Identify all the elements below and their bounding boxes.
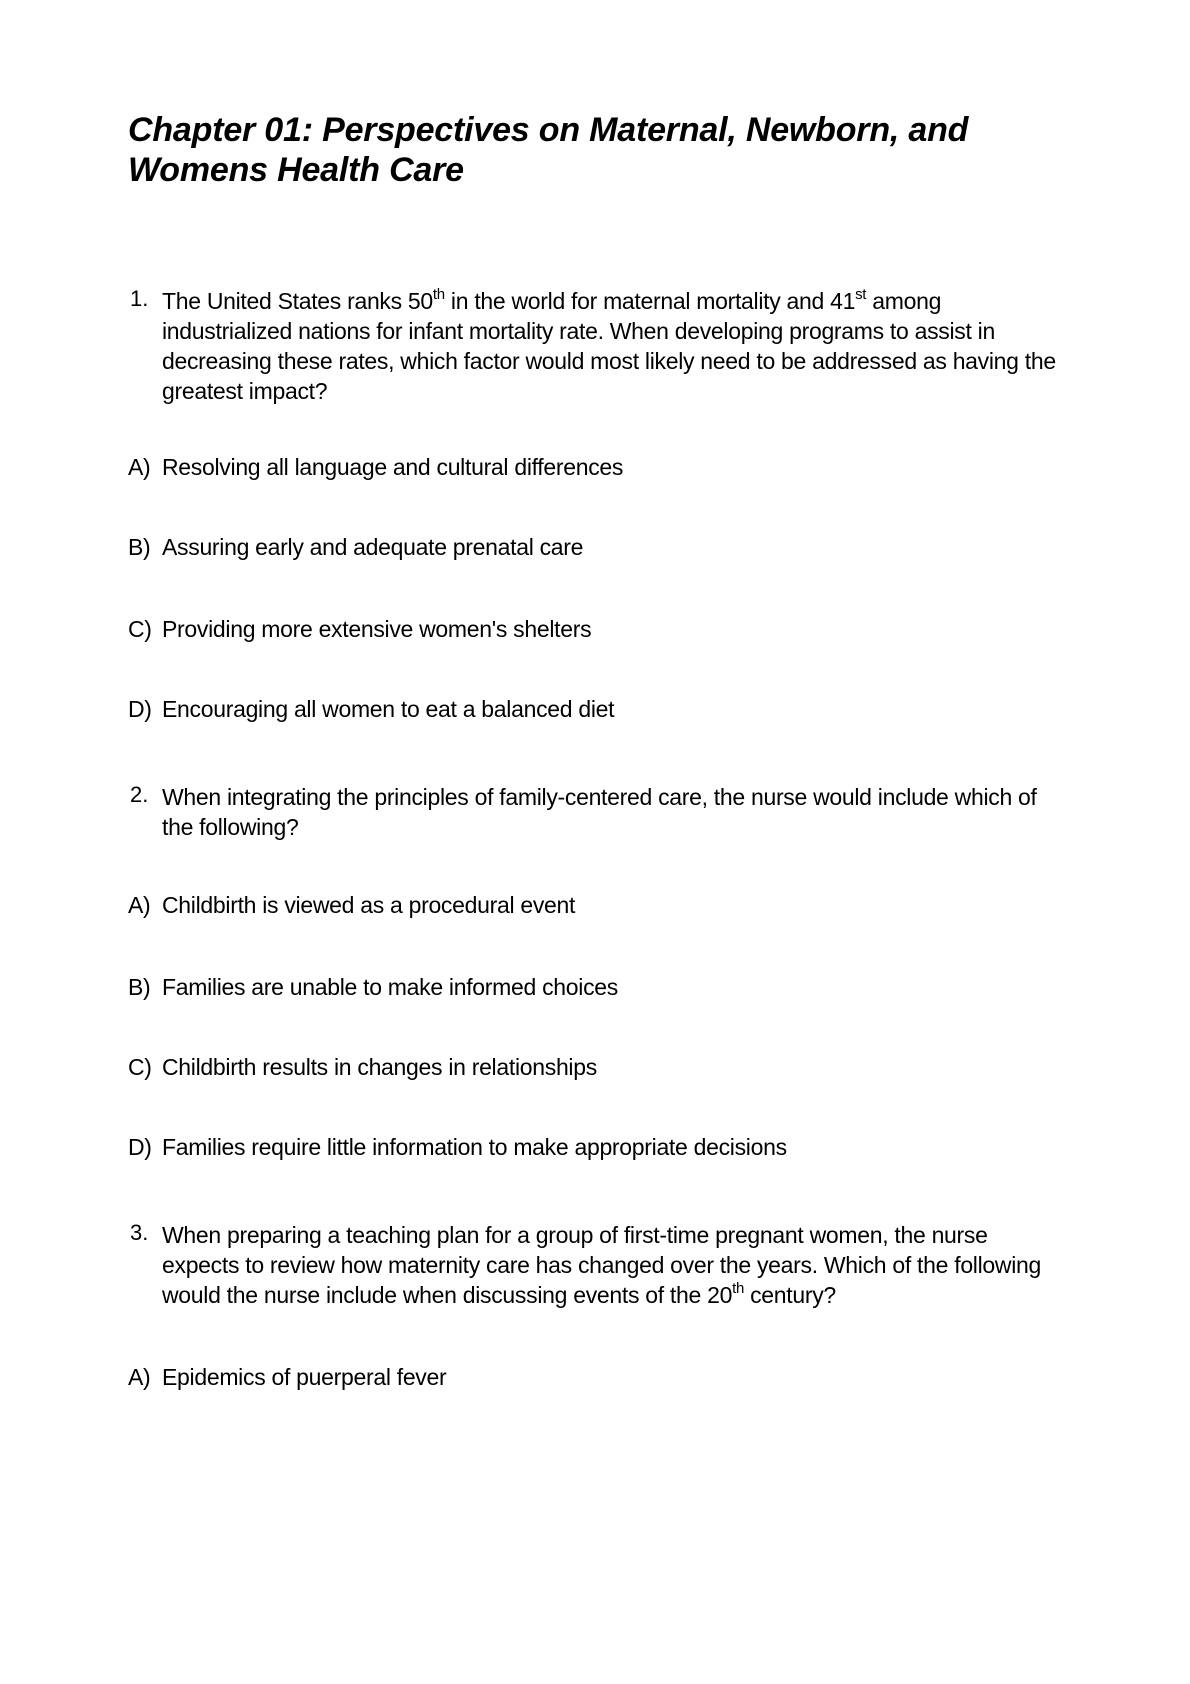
option-letter: D)	[128, 1134, 152, 1160]
answer-option	[128, 532, 1068, 562]
question-number: 3.	[130, 1220, 149, 1245]
option-text: Families require little information to make appropriate decisions	[162, 1134, 787, 1160]
chapter-title: Chapter 01: Perspectives on Maternal, Newborn, and Womens Health Care	[128, 111, 969, 189]
option-letter: D)	[128, 696, 152, 722]
option-text: Providing more extensive women's shelters	[162, 616, 592, 642]
option-letter: A)	[128, 892, 151, 918]
answer-option	[128, 1052, 1068, 1082]
option-text: Resolving all language and cultural differences	[162, 454, 624, 480]
answer-option	[128, 694, 1068, 724]
answer-option	[128, 614, 1068, 644]
answer-option	[128, 972, 1068, 1002]
option-text: Encouraging all women to eat a balanced diet	[162, 696, 615, 722]
answer-option	[128, 1362, 1068, 1392]
option-text: Childbirth is viewed as a procedural event	[162, 892, 576, 918]
answer-option	[128, 1132, 1068, 1162]
option-letter: C)	[128, 1054, 152, 1080]
option-text: Childbirth results in changes in relationships	[162, 1054, 597, 1080]
question-number: 2.	[130, 782, 149, 807]
answer-option	[128, 890, 1068, 920]
option-letter: B)	[128, 534, 151, 560]
answer-option	[128, 452, 1068, 482]
option-letter: C)	[128, 616, 152, 642]
question-text: The United States ranks 50th in the world for maternal mortality and 41st among industrialized nations for infant mortality rate. When developing programs to assist in decreasing these rates, which factor would most likely need to be addressed as having the greatest impact?	[162, 286, 1056, 404]
question-number: 1.	[130, 286, 149, 311]
option-letter: B)	[128, 974, 151, 1000]
option-text: Epidemics of puerperal fever	[162, 1364, 447, 1390]
option-text: Assuring early and adequate prenatal care	[162, 534, 584, 560]
question-text: When preparing a teaching plan for a group of first-time pregnant women, the nurse expects to review how maternity care has changed over the years. Which of the following would the nurse include when discussing events of the 20th century?	[162, 1222, 1042, 1308]
option-text: Families are unable to make informed choices	[162, 974, 618, 1000]
question-text: When integrating the principles of family-centered care, the nurse would include which of the following?	[162, 784, 1037, 840]
option-letter: A)	[128, 454, 151, 480]
option-letter: A)	[128, 1364, 151, 1390]
